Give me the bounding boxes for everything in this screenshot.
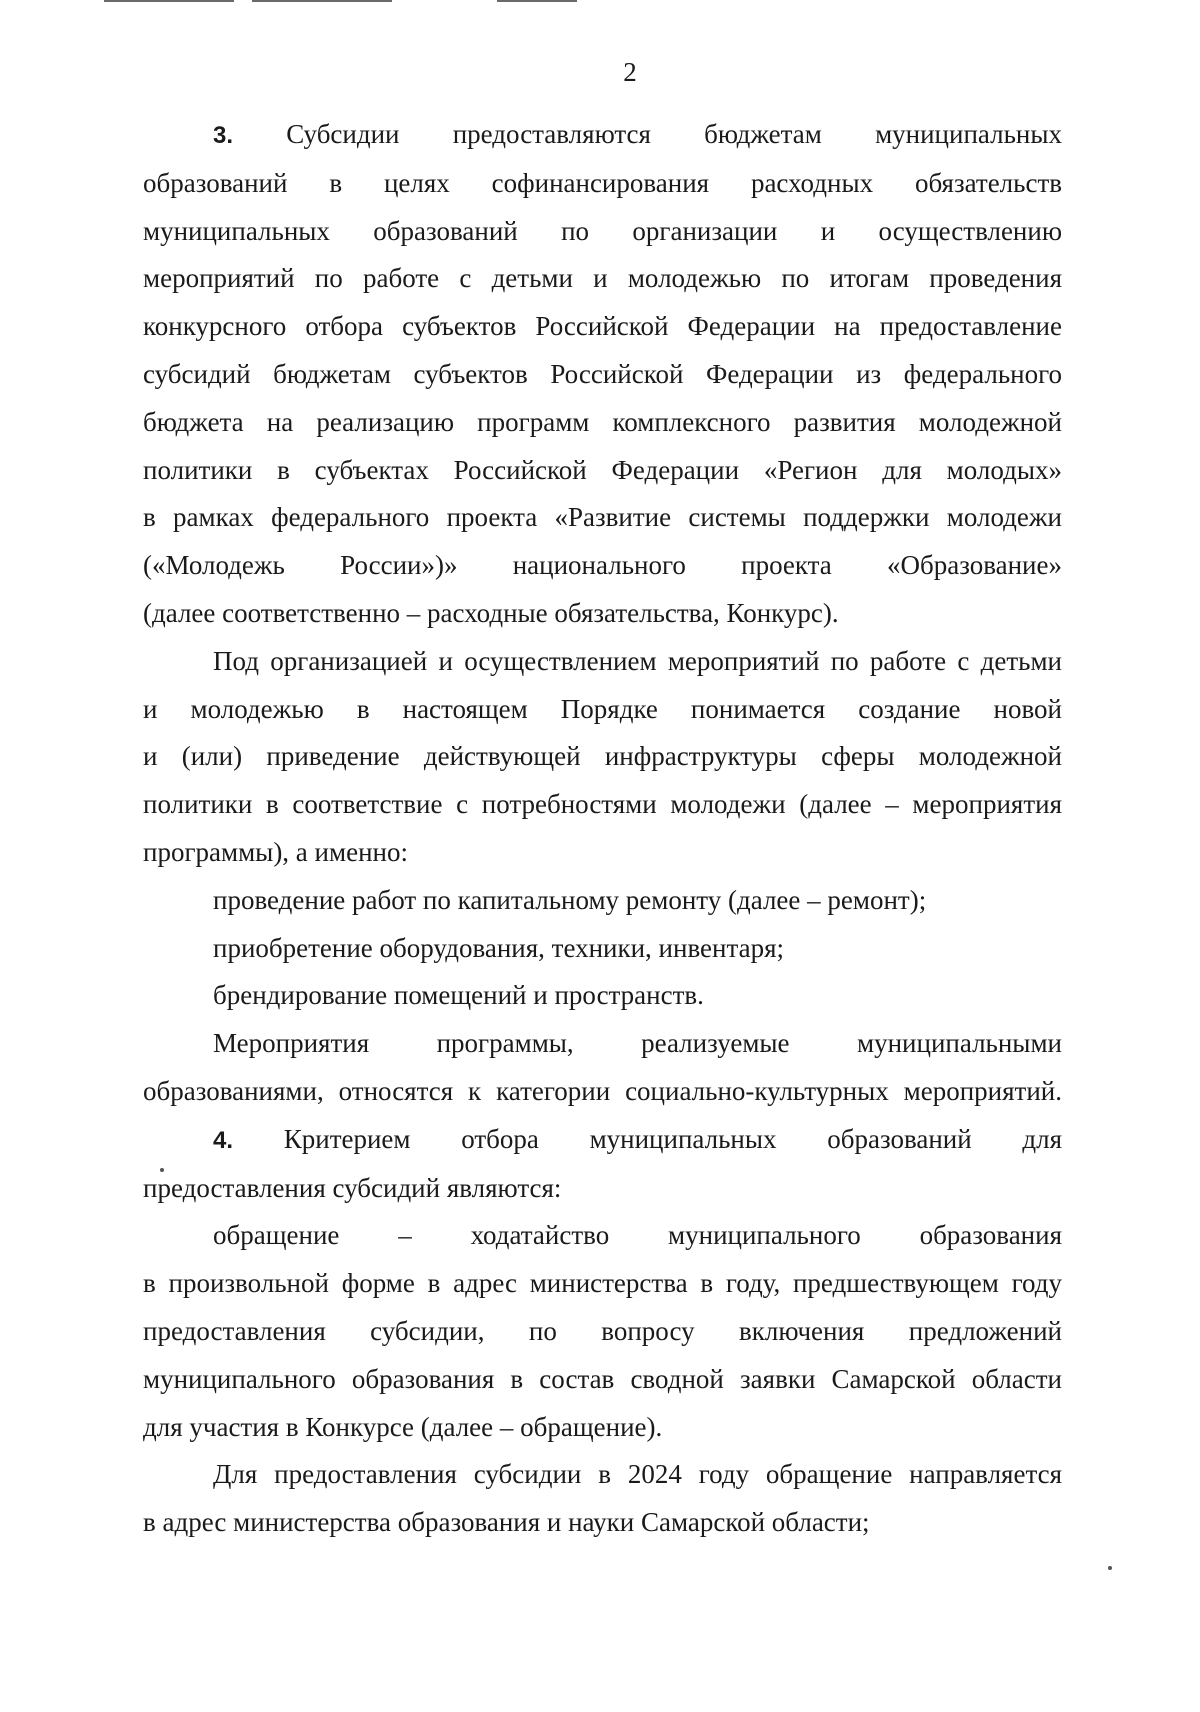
line-text: приобретение оборудования, техники, инвентаря;	[213, 932, 784, 963]
line-text: в рамках федерального проекта «Развитие системы поддержки молодежи	[143, 502, 1062, 533]
line-text: Мероприятия программы, реализуемые муниципальными	[213, 1028, 1062, 1059]
text-line	[143, 590, 1062, 638]
line-text: («Молодежь России»)» национального проекта «Образование»	[143, 550, 1062, 581]
scan-edge-mark	[252, 0, 392, 2]
line-text: Критерием отбора муниципальных образований для	[283, 1123, 1063, 1154]
text-line	[143, 1451, 1062, 1499]
scan-speck	[1108, 1566, 1112, 1570]
text-line	[143, 255, 1062, 303]
text-line	[143, 542, 1062, 590]
text-line	[143, 1499, 1062, 1547]
text-line	[143, 303, 1062, 351]
scan-speck	[160, 1168, 164, 1172]
text-line	[143, 829, 1062, 877]
line-text: проведение работ по капитальному ремонту (далее – ремонт);	[213, 884, 927, 915]
line-text: бюджета на реализацию программ комплексного развития молодежной	[143, 406, 1062, 437]
text-line	[143, 1404, 1062, 1452]
text-line	[143, 1212, 1062, 1260]
line-text: в адрес министерства образования и науки Самарской области;	[143, 1507, 870, 1538]
text-line	[143, 494, 1062, 542]
text-line	[143, 1308, 1062, 1356]
line-text: в произвольной форме в адрес министерства в году, предшествующем году	[143, 1268, 1062, 1299]
text-line	[143, 972, 1062, 1020]
scan-edge-mark	[497, 0, 577, 2]
text-line	[143, 208, 1062, 256]
line-text: программы), а именно:	[143, 836, 408, 867]
line-text: для участия в Конкурсе (далее – обращение).	[143, 1411, 663, 1442]
line-text: образованиями, относятся к категории социально-культурных мероприятий.	[143, 1075, 1062, 1106]
line-text: обращение – ходатайство муниципального образования	[213, 1220, 1062, 1251]
line-text: конкурсного отбора субъектов Российской Федерации на предоставление	[143, 311, 1062, 342]
line-text: брендирование помещений и пространств.	[213, 980, 704, 1011]
line-text: муниципального образования в состав сводной заявки Самарской области	[143, 1363, 1062, 1394]
text-line	[143, 447, 1062, 495]
line-text: предоставления субсидий являются:	[143, 1172, 562, 1203]
page-number: 2	[623, 57, 637, 87]
text-line	[143, 925, 1062, 973]
text-line	[143, 351, 1062, 399]
clause-number: 3.	[213, 122, 234, 149]
line-text: Субсидии предоставляются бюджетам муниципальных	[286, 119, 1062, 149]
text-line	[143, 160, 1062, 208]
line-text: Под организацией и осуществлением мероприятий по работе с детьми	[213, 645, 1062, 676]
line-text: политики в субъектах Российской Федерации «Регион для молодых»	[143, 454, 1062, 485]
text-line	[143, 686, 1062, 734]
line-text: (далее соответственно – расходные обязательства, Конкурс).	[143, 597, 839, 628]
line-text: муниципальных образований по организации и осуществлению	[143, 215, 1062, 246]
text-line	[143, 781, 1062, 829]
line-text: и (или) приведение действующей инфраструктуры сферы молодежной	[143, 741, 1062, 772]
text-line	[143, 399, 1062, 447]
text-line	[143, 111, 1062, 160]
text-line	[143, 1356, 1062, 1404]
text-line	[143, 638, 1062, 686]
text-line	[143, 877, 1062, 925]
text-line	[143, 1068, 1062, 1116]
text-line	[143, 1260, 1062, 1308]
line-text: субсидий бюджетам субъектов Российской Федерации из федерального	[143, 358, 1062, 389]
document-body	[143, 111, 1062, 1547]
line-text: Для предоставления субсидии в 2024 году обращение направляется	[213, 1459, 1062, 1490]
text-line	[143, 1020, 1062, 1068]
line-text: мероприятий по работе с детьми и молодежью по итогам проведения	[143, 263, 1062, 294]
line-text: образований в целях софинансирования расходных обязательств	[143, 167, 1062, 198]
scan-edge-mark	[104, 0, 234, 2]
clause-number: 4.	[213, 1126, 234, 1154]
text-line	[143, 1165, 1062, 1213]
line-text: предоставления субсидии, по вопросу включения предложений	[143, 1315, 1062, 1346]
line-text: и молодежью в настоящем Порядке понимается создание новой	[143, 693, 1062, 724]
line-text: политики в соответствие с потребностями молодежи (далее – мероприятия	[143, 789, 1062, 820]
text-line	[143, 1116, 1062, 1165]
text-line	[143, 733, 1062, 781]
